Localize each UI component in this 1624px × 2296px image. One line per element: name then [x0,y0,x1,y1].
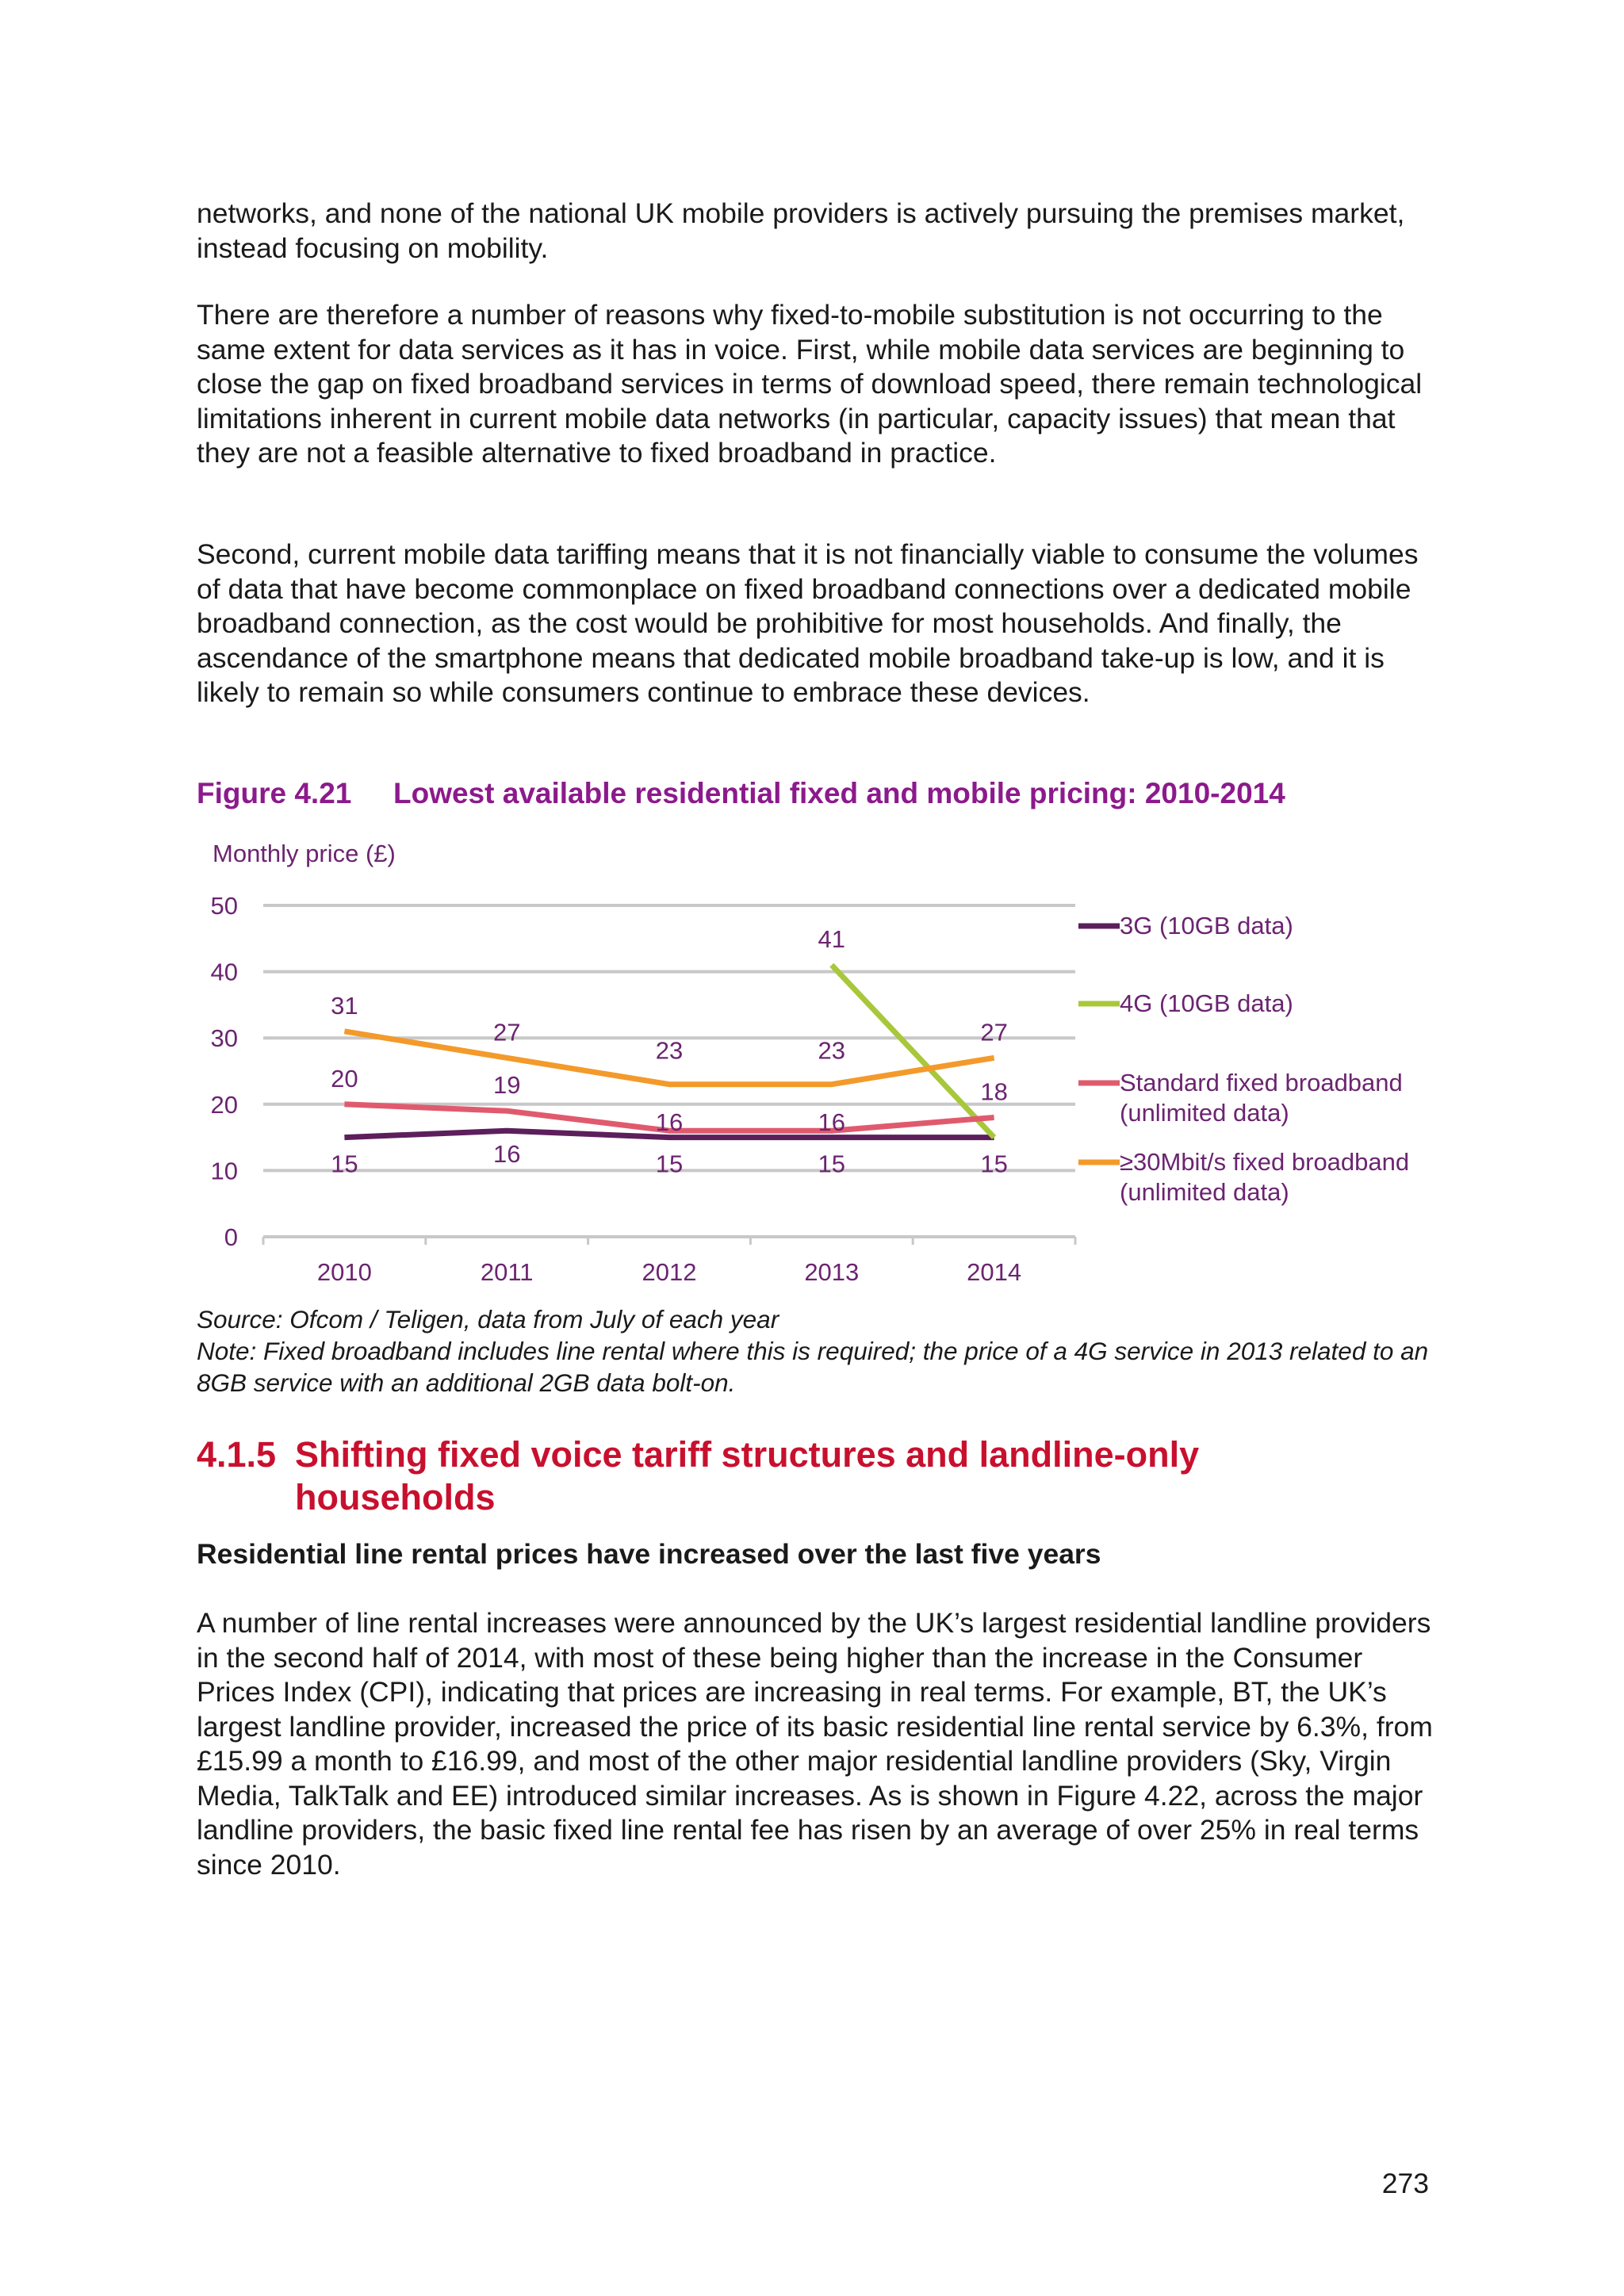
legend-label-3: ≥30Mbit/s fixed broadband [1120,1148,1410,1176]
data-label-s3-1: 27 [492,1018,521,1047]
legend-label-2: (unlimited data) [1120,1099,1289,1127]
line-chart [197,825,1465,1284]
data-label-s0-0: 15 [331,1150,358,1178]
data-label-s0-4: 15 [980,1150,1008,1178]
data-label-s0-1: 16 [492,1140,521,1169]
y-tick-label: 30 [210,1024,238,1053]
data-label-s3-3: 23 [818,1036,846,1065]
x-tick-label-2014: 2014 [967,1258,1022,1284]
legend-label-2: Standard fixed broadband [1120,1069,1403,1096]
data-label-s0-3: 15 [818,1150,846,1178]
paragraph-4: A number of line rental increases were announced by the UK’s largest residential landline providers in the second half of 2014, with most of these being higher than the increase in the Consumer Prices Index (CPI), indicating that prices are increasing in real terms. For example, BT, the UK’s largest landline provider, increased the price of its basic residential line rental service by 6.3%, from £15.99 a month to £16.99, and most of the other major residential landline providers (Sky, Virgin Media, TalkTalk and EE) introduced similar increases. As is shown in Figure 4.22, across the major landline providers, the basic fixed line rental fee has risen by an average of over 25% in real terms since 2010. [197,1607,1433,1881]
data-label-s2-4: 18 [980,1077,1008,1106]
x-tick-label-2011: 2011 [480,1258,534,1284]
data-label-s0-2: 15 [655,1150,684,1178]
figure-number: Figure 4.21 [197,777,352,809]
x-tick-label-2013: 2013 [804,1258,860,1284]
data-label-s3-2: 23 [655,1036,684,1065]
legend-label-3: (unlimited data) [1120,1178,1289,1206]
legend-label-1: 4G (10GB data) [1120,989,1293,1017]
series-line-1 [832,965,994,1137]
section-title: Shifting fixed voice tariff structures and landline-only households [295,1434,1200,1517]
paragraph-2: There are therefore a number of reasons why fixed-to-mobile substitution is not occurring to the same extent for data services as it has in voice. First, while mobile data services are beginning to close the gap on fixed broadband services in terms of download speed, there remain technological limitations inherent in current mobile data networks (in particular, capacity issues) that mean that they are not a feasible alternative to fixed broadband in practice. [197,299,1423,469]
data-label-s3-0: 31 [331,991,358,1020]
figure-caption: Lowest available residential fixed and mobile pricing: 2010-2014 [393,777,1285,809]
paragraph-1: networks, and none of the national UK mobile providers is actively pursuing the premises market, instead focusing on mobility. [197,197,1405,264]
y-axis-title: Monthly price (£) [213,840,396,867]
x-tick-label-2012: 2012 [642,1258,697,1284]
figure-notes [197,1303,1481,1399]
x-tick-label-2010: 2010 [316,1258,372,1284]
y-tick-label: 40 [210,958,238,986]
figure-source: Source: Ofcom / Teligen, data from July of each year [197,1305,779,1334]
data-label-s2-2: 16 [655,1108,684,1137]
data-label-s2-1: 19 [492,1071,521,1100]
y-tick-label: 20 [210,1090,238,1119]
legend-label-0: 3G (10GB data) [1120,912,1293,939]
data-label-s2-3: 16 [818,1108,846,1137]
figure-note: Note: Fixed broadband includes line rental where this is required; the price of a 4G service in 2013 related to an 8GB service with an additional 2GB data bolt-on. [197,1337,1429,1397]
section-number: 4.1.5 [197,1434,277,1475]
subheading: Residential line rental prices have increased over the last five years [197,1538,1101,1570]
y-tick-label: 10 [210,1157,238,1185]
paragraph-3: Second, current mobile data tariffing means that it is not financially viable to consume the volumes of data that have become commonplace on fixed broadband connections over a dedicated mobile broadband connection, as the cost would be prohibitive for most households. And finally, the ascendance of the smartphone means that dedicated mobile broadband take-up is low, and it is likely to remain so while consumers continue to embrace these devices. [197,538,1419,708]
data-label-s3-4: 27 [980,1018,1008,1047]
data-label-s2-0: 20 [331,1064,358,1093]
data-label-s1-3: 41 [818,925,846,954]
y-tick-label: 0 [224,1223,238,1251]
y-tick-label: 50 [210,892,238,920]
section-heading [197,1433,1326,1519]
chart-canvas [197,825,1465,1284]
page-number: 273 [1381,2168,1429,2199]
figure-title [197,777,1285,810]
